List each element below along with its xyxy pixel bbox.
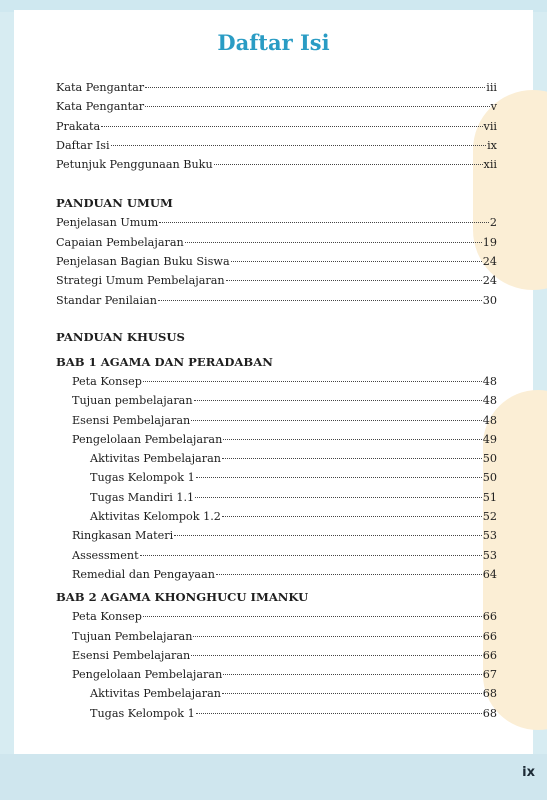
dot-leader [222,516,482,517]
dot-leader [145,87,485,88]
toc-entry-label: Strategi Umum Pembelajaran [56,274,225,288]
dot-leader [195,497,482,498]
dot-leader [222,458,482,459]
toc-entry[interactable] [56,646,497,665]
toc-entry-label: Assessment [72,548,139,562]
toc-entry[interactable] [56,391,497,410]
dot-leader [101,126,482,127]
dot-leader [222,693,482,694]
toc-entry[interactable] [56,252,497,271]
toc-entry-label: Standar Penilaian [56,293,157,307]
chapter-heading: BAB 1 AGAMA DAN PERADABAN [56,354,273,369]
toc-entry[interactable] [56,430,497,449]
toc-entry-label: Capaian Pembelajaran [56,235,184,249]
toc-entry-label: Ringkasan Materi [72,529,174,543]
toc-entry-label: Pengelolaan Pembelajaran [72,432,223,446]
dot-leader [191,420,481,421]
dot-leader [191,655,481,656]
dot-leader [214,164,483,165]
toc-entry[interactable] [56,372,497,391]
toc-entry-label: Esensi Pembelajaran [72,648,191,662]
toc-entry-page: 67 [482,668,497,682]
toc-entry-page: 24 [482,274,497,288]
toc-entry[interactable] [56,271,497,290]
chapter-heading: BAB 2 AGAMA KHONGHUCU IMANKU [56,590,309,605]
toc-entry[interactable] [56,213,497,232]
toc-entry[interactable] [56,704,497,723]
toc-entry-page: 68 [482,706,497,720]
toc-entry-page: v [490,100,497,114]
toc-entry-label: Penjelasan Umum [56,216,159,230]
toc-entry-page: 2 [489,216,497,230]
toc-entry-label: Petunjuk Penggunaan Buku [56,158,213,172]
section-heading: PANDUAN KHUSUS [56,329,185,344]
toc-entry-label: Tugas Kelompok 1 [90,706,195,720]
section-heading: PANDUAN UMUM [56,196,173,211]
toc-entry-page: 48 [482,374,497,388]
toc-entry[interactable] [56,291,497,310]
dot-leader [194,400,482,401]
dot-leader [145,106,490,107]
toc-entry-page: 48 [482,413,497,427]
toc-entry[interactable] [56,507,497,526]
toc-entry[interactable] [56,627,497,646]
toc-entry-label: Aktivitas Pembelajaran [90,452,221,466]
toc-entry-label: Tujuan Pembelajaran [72,629,193,643]
toc-entry-page: 68 [482,687,497,701]
toc-entry[interactable] [56,526,497,545]
toc-entry-label: Pengelolaan Pembelajaran [72,668,223,682]
dot-leader [226,280,482,281]
toc-entry-page: 66 [482,648,497,662]
toc-entry-page: 50 [482,452,497,466]
dot-leader [143,616,482,617]
toc-entry[interactable] [56,665,497,684]
toc-entry-label: Daftar Isi [56,138,110,152]
toc-entry-page: xii [483,158,497,172]
toc-entry[interactable] [56,488,497,507]
dot-leader [223,439,481,440]
dot-leader [216,574,482,575]
toc-entry-label: Tujuan pembelajaran [72,394,193,408]
dot-leader [159,222,489,223]
page-title: Daftar Isi [217,30,330,55]
toc-entry-page: 51 [482,490,497,504]
toc-entry-label: Tugas Mandiri 1.1 [90,490,195,504]
dot-leader [140,555,482,556]
toc-entry[interactable] [56,136,497,155]
toc-entry-page: 53 [482,529,497,543]
toc-entry-page: vii [483,119,497,133]
toc-entry[interactable] [56,233,497,252]
toc-entry[interactable] [56,468,497,487]
toc-entry-page: 24 [482,255,497,269]
toc-entry-label: Remedial dan Pengayaan [72,567,215,581]
toc-entry[interactable] [56,565,497,584]
toc-entry-page: 30 [482,293,497,307]
toc-entry[interactable] [56,117,497,136]
toc-entry-page: 49 [482,432,497,446]
toc-entry-page: iii [486,81,497,94]
footer-band [0,754,547,800]
toc-entry-page: ix [487,138,497,152]
page-number: ix [522,765,535,780]
dot-leader [196,477,482,478]
toc-entry-page: 53 [482,548,497,562]
toc-entry[interactable] [56,546,497,565]
dot-leader [143,381,482,382]
dot-leader [196,713,482,714]
table-of-contents [56,78,497,723]
toc-entry[interactable] [56,78,497,97]
dot-leader [174,535,482,536]
toc-entry-page: 64 [482,567,497,581]
toc-entry[interactable] [56,155,497,174]
dot-leader [185,242,482,243]
toc-entry[interactable] [56,684,497,703]
toc-entry-label: Tugas Kelompok 1 [90,471,195,485]
toc-entry[interactable] [56,97,497,116]
toc-entry[interactable] [56,411,497,430]
toc-entry-label: Peta Konsep [72,610,142,624]
toc-entry-label: Kata Pengantar [56,81,145,94]
toc-entry-label: Aktivitas Pembelajaran [90,687,221,701]
toc-entry-page: 66 [482,610,497,624]
toc-entry-label: Kata Pengantar [56,100,145,114]
toc-entry-page: 48 [482,394,497,408]
toc-entry-page: 50 [482,471,497,485]
dot-leader [231,261,482,262]
toc-entry-label: Esensi Pembelajaran [72,413,191,427]
toc-entry-label: Peta Konsep [72,374,142,388]
toc-entry-label: Penjelasan Bagian Buku Siswa [56,255,230,269]
dot-leader [158,300,482,301]
toc-entry-page: 66 [482,629,497,643]
toc-entry[interactable] [56,607,497,626]
toc-entry-label: Prakata [56,119,101,133]
toc-entry-label: Aktivitas Kelompok 1.2 [90,510,221,524]
toc-entry-page: 52 [482,510,497,524]
toc-entry-page: 19 [482,235,497,249]
toc-entry[interactable] [56,449,497,468]
dot-leader [223,674,481,675]
dot-leader [193,636,481,637]
dot-leader [111,145,487,146]
